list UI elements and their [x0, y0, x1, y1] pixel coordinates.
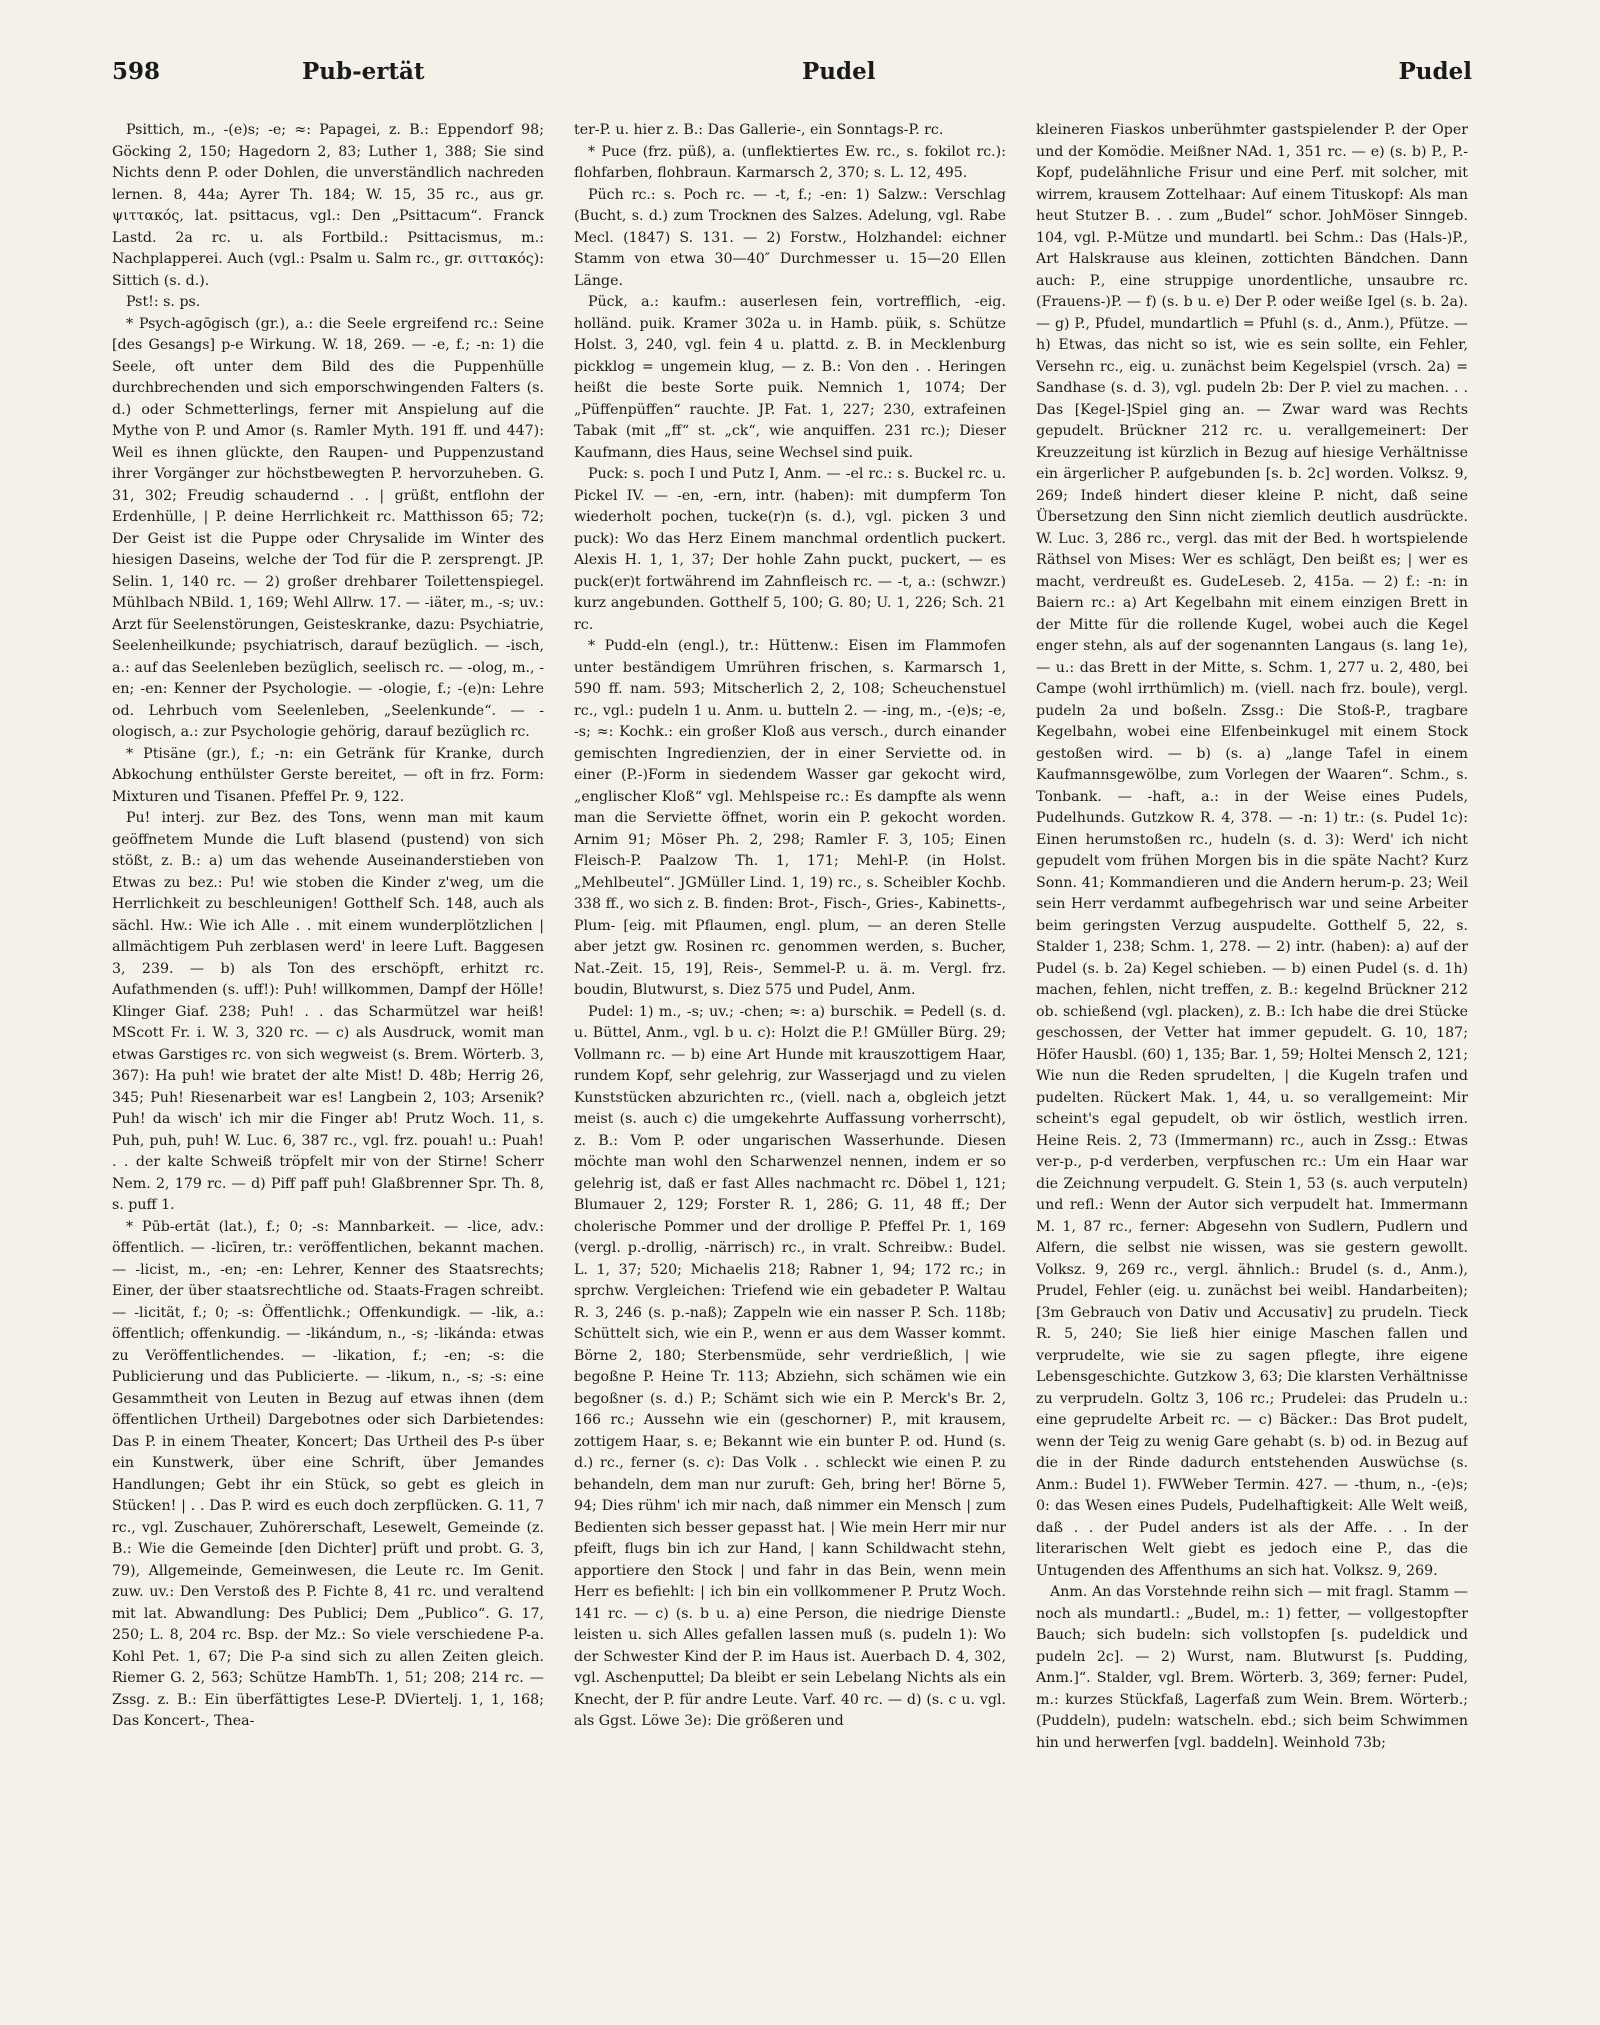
column-3 [1036, 120, 1468, 2000]
text-columns [112, 120, 1472, 2000]
column-1 [112, 120, 544, 2000]
right-catchword: Pudel [1398, 58, 1472, 85]
entry-pst: Pst!: s. ps. [126, 294, 201, 310]
entry-anmerkung: Anm. An das Vorstehnde reihn sich — mit fragl. Stamm — noch als mundartl.: „Budel, m.: 1) fetter, — vollgestopfter Bauch; sich budeln: sich vollstopfen [s. pudeldick und pudeln 2c]. — 2) Wurst, nam. Blutwurst [s. Pudding, Anm.]“. Stalder, vgl. Brem. Wörterb. 3, 369; ferner: Pudel, m.: kurzes Stückfaß, Lagerfaß zum Wein. Brem. Wörterb.; (Puddeln), pudeln: watscheln. ebd.; sich beim Schwimmen hin und herwerfen [vgl. baddeln]. Weinhold 73b; [1036, 1584, 1468, 1751]
entry-pu: Pu! interj. zur Bez. des Tons, wenn man mit kaum geöffnetem Munde die Luft blasend (pustend) von sich stößt, z. B.: a) um das wehende Auseinanderstieben von Etwas zu bez.: Pu! wie stoben die Kinder z'weg, um die Herrlichkeit zu beschleunigen! Gotthelf Sch. 148, auch als sächl. Hw.: Wie ich Alle . . mit einem wunderplötzlichen | allmächtigem Puh zerblasen werd' in leere Luft. Baggesen 3, 239. — b) als Ton des erschöpft, erhitzt rc. Aufathmenden (s. uff!): Puh! willkommen, Dampf der Hölle! Klinger Giaf. 238; Puh! . . das Scharmützel war heiß! MScott Fr. i. W. 3, 320 rc. — c) als Ausdruck, womit man etwas Garstiges rc. von sich wegweist (s. Brem. Wörterb. 3, 367): Ha puh! wie bratet der alte Mist! D. 48b; Herrig 26, 345; Puh! Riesenarbeit war es! Langbein 2, 103; Arsenik? Puh! da wisch' ich mir die Finger ab! Prutz Woch. 11, s. Puh, puh, puh! W. Luc. 6, 387 rc., vgl. frz. pouah! u.: Puah! . . der kalte Schweiß tröpfelt mir von der Stirne! Scherr Nem. 2, 179 rc. — d) Piff paff puh! Glaßbrenner Spr. Th. 8, s. puff 1. [112, 810, 544, 1213]
entry-puce: * Puce (frz. püß), a. (unflektiertes Ew. rc., s. fokilot rc.): flohfarben, flohbraun. Karmarsch 2, 370; s. L. 12, 495. [574, 143, 1006, 181]
entry-puddeln: * Pudd-eln (engl.), tr.: Hüttenw.: Eisen im Flammofen unter beständigem Umrühren frischen, s. Karmarsch 1, 590 ff. nam. 593; Mitscherlich 2, 2, 108; Scheuchenstuel rc., vgl.: pudeln 1 u. Anm. u. butteln 2. — -ing, m., -(e)s; -e, -s; ≈: Kochk.: ein großer Kloß aus versch., durch einander gemischten Ingredienzien, der in einer Serviette od. in einer (P.-)Form in siedendem Wasser gar gekocht wird, „englischer Kloß“ vgl. Mehlspeise rc.: Es dampfte als wenn man die Serviette öffnet, worin ein P. gekocht worden. Arnim 91; Möser Ph. 2, 298; Ramler F. 3, 105; Einen Fleisch-P. Paalzow Th. 1, 171; Mehl-P. (in Holst. „Mehlbeutel“. JGMüller Lind. 1, 19) rc., s. Scheibler Kochb. 338 ff., wo sich z. B. finden: Brot-, Fisch-, Gries-, Kabinetts-, Plum- [eig. mit Pflaumen, engl. plum, — an deren Stelle aber jetzt gw. Rosinen rc. genommen werden, s. Bucher, Nat.-Zeit. 15, 19], Reis-, Semmel-P. u. ä. m. Vergl. frz. boudin, Blutwurst, s. Diez 575 und Pudel, Anm. [574, 638, 1006, 998]
entry-puech: Püch rc.: s. Poch rc. — -t, f.; -en: 1) Salzw.: Verschlag (Bucht, s. d.) zum Trocknen des Salzes. Adelung, vgl. Rabe Mecl. (1847) S. 131. — 2) Forstw., Holzhandel: eichner Stamm von etwa 30—40″ Durchmesser u. 15—20 Ellen Länge. [574, 186, 1006, 289]
left-catchword: Pub-ertät [302, 58, 425, 85]
entry-puik: Pück, a.: kaufm.: auserlesen fein, vortrefflich, -eig. holländ. puik. Kramer 302a u. in Hamb. püik, s. Schütze Holst. 3, 240, vgl. fein 4 u. plattd. z. B. in Mecklenburg pickklog = ungemein klug, — z. B.: Von den . . Heringen heißt die beste Sorte puik. Nemnich 1, 1074; Der „Püffenpüffen“ rauchte. JP. Fat. 1, 227; 230, extrafeinen Tabak (mit „ff“ st. „ck“, wie anquiffen. 231 rc.); Dieser Kaufmann, dies Haus, seine Wechsel sind puik. [574, 294, 1006, 461]
entry-psychagogisch: * Psych-agōgisch (gr.), a.: die Seele ergreifend rc.: Seine [des Gesangs] p-e Wirkung. W. 18, 269. — -e, f.; -n: 1) die Seele, oft unter dem Bild des die Puppenhülle durchbrechenden und sich emporschwingenden Falters (s. d.) oder Schmetterlings, ferner mit Anspielung auf die Mythe von P. und Amor (s. Ramler Myth. 191 ff. und 447): Weil es ihnen glückte, den Raupen- und Puppenzustand ihrer Vorgänger zur höchstbewegten P. hervorzuheben. G. 31, 302; Freudig schaudernd . . | grüßt, entflohn der Erdenhülle, | P. deine Herrlichkeit rc. Matthisson 65; 72; Der Geist ist die Puppe oder Chrysalide im Winter des hiesigen Daseins, welche der Tod für die P. zersprengt. JP. Selin. 1, 140 rc. — 2) großer drehbarer Toilettenspiegel. Mühlbach NBild. 1, 169; Wehl Allrw. 17. — -iäter, m., -s; uv.: Arzt für Seelenstörungen, Geisteskranke, dazu: Psychiatrie, Seelenheilkunde; psychiatrisch, darauf bezüglich. — -isch, a.: auf das Seelenleben bezüglich, seelisch rc. — -olog, m., -en; -en: Kenner der Psychologie. — -ologie, f.; -(e)n: Lehre od. Lehrbuch vom Seelenleben, „Seelenkunde“. — -ologisch, a.: zur Psychologie gehörig, darauf bezüglich rc. [112, 315, 544, 740]
entry-pudel-continuation: kleineren Fiaskos unberühmter gastspielender P. der Oper und der Komödie. Meißner NAd. 1, 351 rc. — e) (s. b) P., P.-Kopf, pudelähnliche Frisur und eine Perf. mit solcher, mit wirrem, krausem Zottelhaar: Auf einem Tituskopf: Als man heut Stutzer B. . . zum „Budel“ schor. JohMöser Sinngeb. 104, vgl. P.-Mütze und mundartl. bei Schm.: Das (Hals-)P., Art Halskrause aus kleinen, zottichten Bändchen. Dann auch: P., eine struppige unordentliche, unsaubre rc. (Frauens-)P. — f) (s. b u. e) Der P. oder weiße Igel (s. b. 2a). — g) P., Pfudel, mundartlich = Pfuhl (s. d., Anm.), Pfütze. — h) Etwas, das nicht so ist, wie es sein sollte, ein Fehler, Versehn rc., eig. u. zunächst beim Kegelspiel (vrsch. 2a) = Sandhase (s. d. 3), vgl. pudeln 2b: Der P. viel zu machen. . . Das [Kegel-]Spiel ging an. — Zwar ward was Rechts gepudelt. Brückner 212 rc. u. verallgemeinert: Der Kreuzzeitung ist kürzlich in Bezug auf hiesige Verhältnisse ein ärgerlicher P. aufgebunden [s. b. 2c] worden. Volksz. 9, 269; Indeß hindert dieser kleine P. nicht, daß seine Übersetzung den Sinn nicht ziemlich deutlich ausdrückte. W. Luc. 3, 286 rc., vergl. das mit der Bed. h wortspielende Räthsel von Mises: Wer es schlägt, Den beißt es; | wer es macht, verdreußt es. GudeLeseb. 2, 415a. — 2) f.: -n: in Baiern rc.: a) Art Kegelbahn mit einem einzigen Brett in der Mitte für die rollende Kugel, wobei auch die Kegel enger stehn, als auf der sogenannten Langaus (s. lang 1e), — u.: das Brett in der Mitte, s. Schm. 1, 277 u. 2, 480, bei Campe (wohl irrthümlich) m. (viell. nach frz. boule), vergl. pudeln 2a und boßeln. Zssg.: Die Stoß-P., tragbare Kegelbahn, wobei eine Elfenbeinkugel mit einem Stock gestoßen wird. — b) (s. a) „lange Tafel in einem Kaufmannsgewölbe, zum Vorlegen der Waaren“. Schm., s. Tonbank. — -haft, a.: in der Weise eines Pudels, Pudelhunds. Gutzkow R. 4, 378. — -n: 1) tr.: (s. Pudel 1c): Einen herumstoßen rc., hudeln (s. d. 3): Werd' ich nicht gepudelt vom frühen Morgen bis in die späte Nacht? Kurz Sonn. 41; Kommandieren und die Andern herum-p. 23; Weil sein Herr verdammt aufbegehrisch war und seine Arbeiter beim geringsten Verzug auspudelte. Gotthelf 5, 22, s. Stalder 1, 238; Schm. 1, 278. — 2) intr. (haben): a) auf der Pudel (s. b. 2a) Kegel schieben. — b) einen Pudel (s. d. 1h) machen, fehlen, nicht treffen, z. B.: kegelnd Brückner 212 ob. schießend (vgl. placken), z. B.: Ich habe die drei Stücke geschossen, der Vetter hat immer gepudelt. G. 10, 187; Höfer Hausbl. (60) 1, 135; Bar. 1, 59; Holtei Mensch 2, 121; Wie nun die Reden sprudelten, | die Kugeln trafen und pudelten. Rückert Mak. 1, 44, u. so verallgemeint: Mir scheint's egal gepudelt, ob wir östlich, westlich irren. Heine Reis. 2, 73 (Immermann) rc., auch in Zssg.: Etwas ver-p., p-d verderben, verpfuschen rc.: Um ein Haar war die Zeichnung verpudelt. G. Stein 1, 53 (s. auch verputeln) und refl.: Wenn der Autor sich verpudelt hat. Immermann M. 1, 87 rc., ferner: Abgesehn von Sudlern, Pudlern und Alfern, die selbst nie wissen, was sie gestern gewollt. Volksz. 9, 269 rc., vergl. ähnlich.: Brudel (s. d., Anm.), Prudel, Fehler (eig. u. zunächst bei weibl. Handarbeiten); [3m Gebrauch von Dativ und Accusativ] zu prudeln. Tieck R. 5, 240; Sie ließ hier einige Maschen fallen und verprudelte, wie sie zu sagen pflegte, ihre eigene Lebensgeschichte. Gutzkow 3, 63; Die klarsten Verhältnisse zu verprudeln. Goltz 3, 106 rc.; Prudelei: das Prudeln u.: eine geprudelte Arbeit rc. — c) Bäcker.: Das Brot pudelt, wenn der Teig zu wenig Gare gehabt (s. b) od. in Bezug auf die in der Rinde dadurch entstehenden Auswüchse (s. Anm.: Budel 1). FWWeber Termin. 427. — -thum, n., -(e)s; 0: das Wesen eines Pudels, Pudelhaftigkeit: Alle Welt weiß, daß . . der Pudel anders ist als der Affe. . . In der literarischen Welt giebt es jedoch eine P., das die Untugenden des Affenthums an sich hat. Volksz. 9, 269. [1036, 122, 1468, 1579]
entry-pubertaet: * Pūb-ertāt (lat.), f.; 0; -s: Mannbarkeit. — -lice, adv.: öffentlich. — -licīren, tr.: veröffentlichen, bekannt machen. — -licist, m., -en; -en: Lehrer, Kenner des Staatsrechts; Einer, der über staatsrechtliche od. Staats-Fragen schreibt. — -licität, f.; 0; -s: Öffentlichk.; Offenkundigk. — -lik, a.: öffentlich; offenkundig. — -likándum, n., -s; -likánda: etwas zu Veröffentlichendes. — -likation, f.; -en; -s: die Publicierung und das Publicierte. — -likum, n., -s; -s: eine Gesammtheit von Leuten in Bezug auf etwas ihnen (dem öffentlichen Urtheil) Dargebotnes oder sich Darbietendes: Das P. in einem Theater, Koncert; Das Urtheil des P-s über ein Kunstwerk, über eine Schrift, über Jemandes Handlungen; Gebt ihr ein Stück, so gebt es gleich in Stücken! | . . Das P. wird es euch doch zerpflücken. G. 11, 7 rc., vgl. Zuschauer, Zuhörerschaft, Lesewelt, Gemeinde (z. B.: Wie die Gemeinde [den Dichter] prüft und probt. G. 3, 79), Allgemeinde, Gemeinwesen, die Leute rc. Im Genit. zuw. uv.: Den Verstoß des P. Fichte 8, 41 rc. und veraltend mit lat. Abwandlung: Des Publici; Dem „Publico“. G. 17, 250; L. 8, 204 rc. Bsp. der Mz.: So viele verschiedene P-a. Kohl Pet. 1, 67; Die P-a sind sich zu allen Zeiten gleich. Riemer G. 2, 563; Schütze HambTh. 1, 51; 208; 214 rc. — Zssg. z. B.: Ein überfättigtes Lese-P. DViertelj. 1, 1, 168; Das Koncert-, Thea- [112, 1218, 544, 1729]
entry-puck: Puck: s. poch I und Putz I, Anm. — -el rc.: s. Buckel rc. u. Pickel IV. — -en, -ern, intr. (haben): mit dumpferm Ton wiederholt pochen, tucke(r)n (s. d.), vgl. picken 3 und puck): Wo das Herz Einem manchmal ordentlich puckert. Alexis H. 1, 1, 37; Der hohle Zahn puckt, puckert, — es puck(er)t fortwährend im Zahnfleisch rc. — -t, a.: (schwzr.) kurz angebunden. Gotthelf 5, 100; G. 80; U. 1, 226; Sch. 21 rc. [574, 466, 1006, 633]
page-number: 598 [112, 58, 161, 85]
column-2 [574, 120, 1006, 2000]
entry-pudel: Pudel: 1) m., -s; uv.; -chen; ≈: a) burschik. = Pedell (s. d. u. Büttel, Anm., vgl. b u. c): Holzt die P.! GMüller Bürg. 29; Vollmann rc. — b) eine Art Hunde mit krauszottigem Haar, rundem Kopf, sehr gelehrig, zur Wasserjagd und zu vielen Kunststücken abzurichten rc., (viell. nach a, obgleich jetzt meist (s. auch c) die umgekehrte Auffassung vorherrscht), z. B.: Vom P. oder ungarischen Wasserhunde. Diesen möchte man wohl den Scharwenzel nennen, indem er so gelehrig ist, daß er fast Alles nachmacht rc. Döbel 1, 121; Blumauer 2, 129; Forster R. 1, 286; G. 11, 48 ff.; Der cholerische Pommer und der drollige P. Pfeffel Pr. 1, 169 (vergl. p.-drollig, -närrisch) rc., in vralt. Schreibw.: Budel. L. 1, 37; 520; Michaelis 218; Rabner 1, 94; 172 rc.; in sprchw. Vergleichen: Triefend wie ein gebadeter P. Waltau R. 3, 246 (s. p.-naß); Zappeln wie ein nasser P. Sch. 118b; Schüttelt sich, wie ein P., wenn er aus dem Wasser kommt. Börne 2, 180; Sterbensmüde, sehr verdrießlich, | wie begoßne P. Heine Tr. 113; Abziehn, sich schämen wie ein begoßner (s. d.) P.; Schämt sich wie ein P. Merck's Br. 2, 166 rc.; Aussehn wie ein (geschorner) P., mit krausem, zottigem Haar, s. e; Bekannt wie ein bunter P. od. Hund (s. d.) rc., ferner (s. c): Das Volk . . schleckt wie einen P. zu behandeln, dem man nur zuruft: Geh, bring her! Börne 5, 94; Dies rühm' ich mir nach, daß nimmer ein Mensch | zum Bedienten sich besser gepasst hat. | Wie mein Herr mir nur pfeift, flugs bin ich zur Hand, | kann Schildwacht stehn, apportiere den Stock | und fahr in das Bein, wenn mein Herr es befiehlt: | ich bin ein vollkommener P. Prutz Woch. 141 rc. — c) (s. b u. a) eine Person, die niedrige Dienste leisten u. sich Alles gefallen lassen muß (s. pudeln 1): Wo der Schwester Kind der P. im Haus ist. Auerbach D. 4, 302, vgl. Aschenputtel; Da bleibt er sein Lebelang Nichts als ein Knecht, der P. für andre Leute. Varf. 40 rc. — d) (s. c u. vgl. als Ggst. Löwe 3e): Die größeren und [574, 1003, 1006, 1729]
page-header [112, 58, 1472, 98]
entry-psittich: Psittich, m., -(e)s; -e; ≈: Papagei, z. B.: Eppendorf 98; Göcking 2, 150; Hagedorn 2, 83; Luther 1, 388; Sie sind Nichts denn P. oder Dohlen, die unverständlich nachreden lernen. 8, 44a; Ayrer Th. 184; W. 15, 35 rc., aus gr. ψιττακός, lat. psittacus, vgl.: Den „Psittacum“. Franck Lastd. 2a rc. u. als Fortbild.: Psittacismus, m.: Nachplapperei. Auch (vgl.: Psalm u. Salm rc., gr. σιττακός): Sittich (s. d.). [112, 122, 544, 289]
entry-continuation: ter-P. u. hier z. B.: Das Gallerie-, ein Sonntags-P. rc. [574, 122, 944, 138]
entry-ptisane: * Ptisäne (gr.), f.; -n: ein Getränk für Kranke, durch Abkochung enthülster Gerste bereitet, — oft in frz. Form: Mixturen und Tisanen. Pfeffel Pr. 9, 122. [112, 745, 544, 805]
center-catchword: Pudel [802, 58, 876, 85]
